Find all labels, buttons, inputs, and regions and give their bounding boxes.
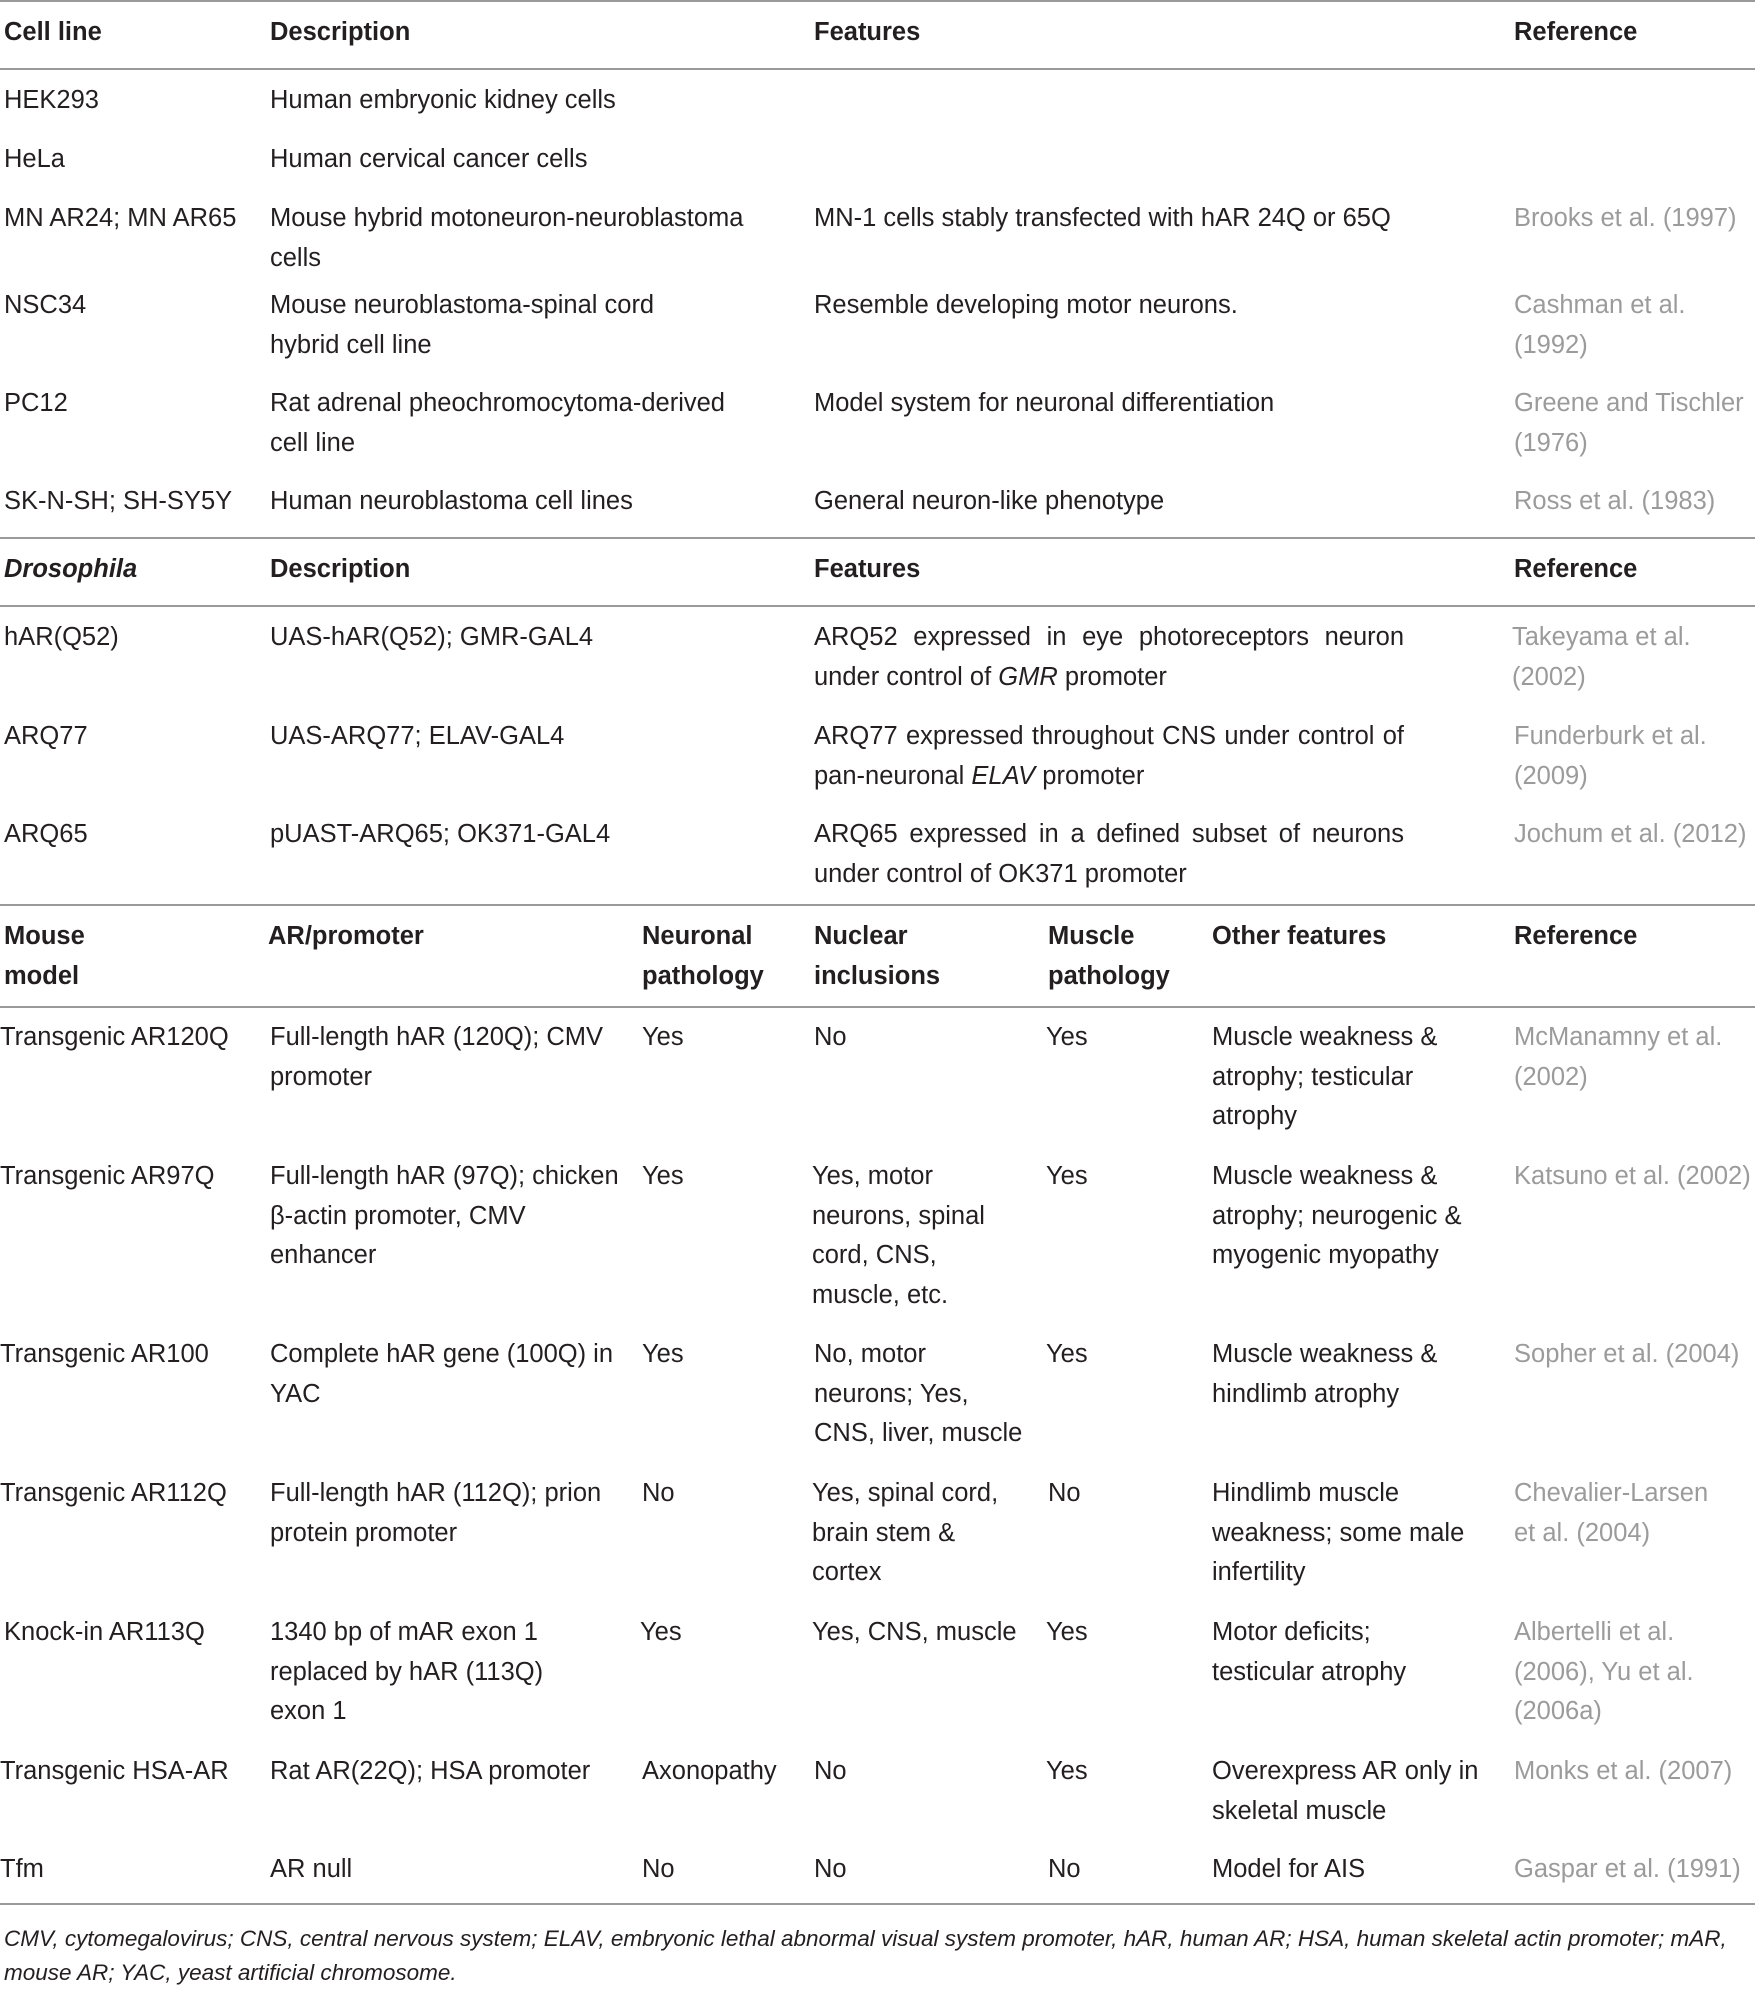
- cell-description: Human embryonic kidney cells: [270, 86, 616, 114]
- mouse-nuclear-inclusions: No: [814, 1855, 847, 1883]
- mouse-ar-promoter: Rat AR(22Q); HSA promoter: [270, 1757, 591, 1785]
- mouse-ar-promoter: Full-length hAR (120Q); CMV promoter: [270, 1023, 604, 1091]
- drosophila-reference: Funderburk et al. (2009): [1514, 722, 1707, 790]
- header-description: Description: [270, 18, 411, 46]
- mouse-model-name: Tfm: [0, 1855, 44, 1883]
- drosophila-reference: Takeyama et al. (2002): [1512, 623, 1691, 691]
- cell-features: Resemble developing motor neurons.: [814, 291, 1238, 319]
- mouse-other-features: Model for AIS: [1212, 1855, 1366, 1883]
- table-top-rule: [0, 0, 1755, 2]
- section-rule: [0, 605, 1755, 607]
- mouse-neuronal-pathology: No: [642, 1479, 675, 1507]
- mouse-muscle-pathology: Yes: [1046, 1162, 1088, 1190]
- cell-reference: Cashman et al. (1992): [1514, 291, 1686, 359]
- mouse-reference: Chevalier-Larsen et al. (2004): [1514, 1479, 1709, 1547]
- mouse-neuronal-pathology: Yes: [642, 1023, 684, 1051]
- header-drosophila: Drosophila: [4, 555, 138, 583]
- mouse-other-features: Muscle weakness & atrophy; testicular atrophy: [1212, 1023, 1438, 1130]
- cell-line-name: PC12: [4, 389, 68, 417]
- cell-reference: Ross et al. (1983): [1514, 487, 1716, 515]
- mouse-muscle-pathology: Yes: [1046, 1618, 1088, 1646]
- cell-line-name: MN AR24; MN AR65: [4, 204, 237, 232]
- section-rule: [0, 537, 1755, 539]
- header-muscle-pathology: Muscle pathology: [1048, 922, 1170, 990]
- mouse-muscle-pathology: Yes: [1046, 1340, 1088, 1368]
- mouse-ar-promoter: Full-length hAR (97Q); chicken β-actin promoter, CMV enhancer: [270, 1162, 619, 1269]
- cell-line-name: HEK293: [4, 86, 99, 114]
- header-features: Features: [814, 555, 921, 583]
- mouse-other-features: Motor deficits; testicular atrophy: [1212, 1618, 1407, 1686]
- header-description: Description: [270, 555, 411, 583]
- mouse-reference: Albertelli et al. (2006), Yu et al. (2006a): [1514, 1618, 1694, 1725]
- drosophila-features: ARQ52 expressed in eye photoreceptors neuron under control of GMR promoter: [814, 623, 1404, 691]
- drosophila-model-name: ARQ77: [4, 722, 88, 750]
- mouse-muscle-pathology: Yes: [1046, 1023, 1088, 1051]
- mouse-nuclear-inclusions: Yes, motor neurons, spinal cord, CNS, muscle, etc.: [812, 1162, 985, 1309]
- mouse-reference: Gaspar et al. (1991): [1514, 1855, 1741, 1883]
- mouse-neuronal-pathology: No: [642, 1855, 675, 1883]
- mouse-nuclear-inclusions: No: [814, 1023, 847, 1051]
- cell-features: Model system for neuronal differentiation: [814, 389, 1275, 417]
- cell-description: Human neuroblastoma cell lines: [270, 487, 633, 515]
- mouse-neuronal-pathology: Yes: [642, 1162, 684, 1190]
- cell-line-name: HeLa: [4, 145, 65, 173]
- mouse-other-features: Muscle weakness & hindlimb atrophy: [1212, 1340, 1438, 1408]
- mouse-other-features: Muscle weakness & atrophy; neurogenic & myogenic myopathy: [1212, 1162, 1462, 1269]
- mouse-model-name: Transgenic HSA-AR: [0, 1757, 229, 1785]
- mouse-muscle-pathology: Yes: [1046, 1757, 1088, 1785]
- drosophila-features: ARQ65 expressed in a defined subset of neurons under control of OK371 promoter: [814, 820, 1404, 888]
- mouse-ar-promoter: Full-length hAR (112Q); prion protein promoter: [270, 1479, 602, 1547]
- header-reference: Reference: [1514, 555, 1638, 583]
- table-bottom-rule: [0, 1903, 1755, 1905]
- header-neuronal-pathology: Neuronal pathology: [642, 922, 764, 990]
- mouse-model-name: Knock-in AR113Q: [4, 1618, 205, 1646]
- mouse-ar-promoter: Complete hAR gene (100Q) in YAC: [270, 1340, 614, 1408]
- drosophila-model-name: hAR(Q52): [4, 623, 119, 651]
- cell-reference: Greene and Tischler (1976): [1514, 389, 1744, 457]
- header-ar-promoter: AR/promoter: [268, 922, 424, 950]
- cell-description: Human cervical cancer cells: [270, 145, 588, 173]
- cell-description: Mouse neuroblastoma-spinal cord hybrid cell line: [270, 291, 655, 359]
- cell-description: Mouse hybrid motoneuron-neuroblastoma cells: [270, 204, 744, 272]
- section-rule: [0, 904, 1755, 906]
- mouse-other-features: Overexpress AR only in skeletal muscle: [1212, 1757, 1479, 1825]
- header-reference: Reference: [1514, 922, 1638, 950]
- cell-line-name: NSC34: [4, 291, 87, 319]
- mouse-nuclear-inclusions: Yes, spinal cord, brain stem & cortex: [812, 1479, 999, 1586]
- header-features: Features: [814, 18, 921, 46]
- mouse-other-features: Hindlimb muscle weakness; some male infertility: [1212, 1479, 1465, 1586]
- mouse-neuronal-pathology: Yes: [642, 1340, 684, 1368]
- mouse-muscle-pathology: No: [1048, 1855, 1081, 1883]
- mouse-reference: Monks et al. (2007): [1514, 1757, 1733, 1785]
- mouse-neuronal-pathology: Axonopathy: [642, 1757, 777, 1785]
- header-reference: Reference: [1514, 18, 1638, 46]
- mouse-ar-promoter: 1340 bp of mAR exon 1 replaced by hAR (113Q) exon 1: [270, 1618, 544, 1725]
- mouse-muscle-pathology: No: [1048, 1479, 1081, 1507]
- table-footnote: CMV, cytomegalovirus; CNS, central nervous system; ELAV, embryonic lethal abnormal visual system promoter, hAR, human AR; HSA, human skeletal actin promoter; mAR, mouse AR; YAC, yeast artificial chromosome.: [4, 1926, 1727, 1985]
- cell-features: General neuron-like phenotype: [814, 487, 1165, 515]
- header-mouse-model: Mouse model: [4, 922, 85, 990]
- mouse-model-name: Transgenic AR100: [0, 1340, 209, 1368]
- drosophila-features: ARQ77 expressed throughout CNS under control of pan-neuronal ELAV promoter: [814, 722, 1404, 790]
- drosophila-description: UAS-ARQ77; ELAV-GAL4: [270, 722, 565, 750]
- mouse-model-name: Transgenic AR120Q: [0, 1023, 229, 1051]
- mouse-reference: Sopher et al. (2004): [1514, 1340, 1740, 1368]
- section-rule: [0, 68, 1755, 70]
- mouse-neuronal-pathology: Yes: [640, 1618, 682, 1646]
- cell-features: MN-1 cells stably transfected with hAR 24Q or 65Q: [814, 204, 1391, 232]
- header-cell-line: Cell line: [4, 18, 102, 46]
- mouse-model-name: Transgenic AR112Q: [0, 1479, 227, 1507]
- cell-description: Rat adrenal pheochromocytoma-derived cell line: [270, 389, 725, 457]
- cell-reference: Brooks et al. (1997): [1514, 204, 1737, 232]
- drosophila-reference: Jochum et al. (2012): [1514, 820, 1747, 848]
- mouse-nuclear-inclusions: Yes, CNS, muscle: [812, 1618, 1017, 1646]
- drosophila-description: UAS-hAR(Q52); GMR-GAL4: [270, 623, 594, 651]
- header-nuclear-inclusions: Nuclear inclusions: [814, 922, 941, 990]
- header-other-features: Other features: [1212, 922, 1387, 950]
- mouse-model-name: Transgenic AR97Q: [0, 1162, 215, 1190]
- drosophila-model-name: ARQ65: [4, 820, 88, 848]
- mouse-reference: McManamny et al. (2002): [1514, 1023, 1723, 1091]
- mouse-reference: Katsuno et al. (2002): [1514, 1162, 1751, 1190]
- drosophila-description: pUAST-ARQ65; OK371-GAL4: [270, 820, 611, 848]
- section-rule: [0, 1006, 1755, 1008]
- mouse-nuclear-inclusions: No, motor neurons; Yes, CNS, liver, muscle: [814, 1340, 1023, 1447]
- mouse-ar-promoter: AR null: [270, 1855, 353, 1883]
- mouse-nuclear-inclusions: No: [814, 1757, 847, 1785]
- cell-line-name: SK-N-SH; SH-SY5Y: [4, 487, 233, 515]
